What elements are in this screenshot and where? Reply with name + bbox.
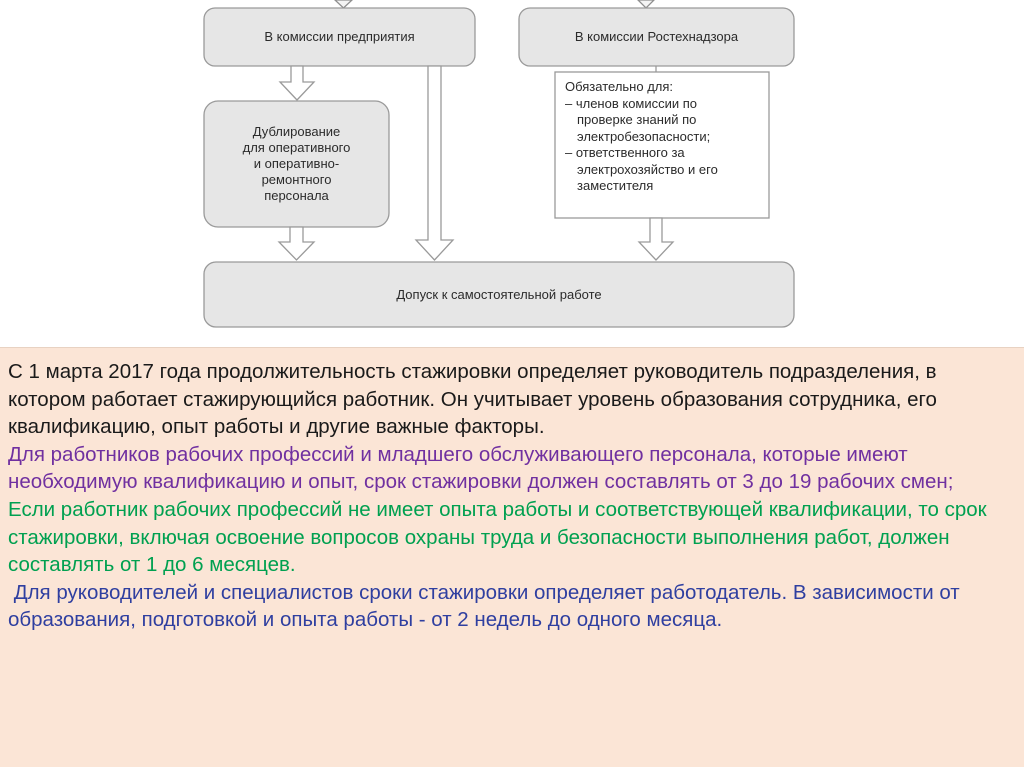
arrow-enterprise-to-duplication: [280, 66, 314, 100]
note-line: электрохозяйство и его: [577, 161, 718, 177]
duplication-line: Дублирование: [252, 124, 341, 139]
label-mandatory-note: [565, 79, 765, 195]
paragraph-workers-experienced: Для работников рабочих профессий и младшего обслуживающего персонала, которые имеют необходимую квалификацию и опыт, срок стажировки должен составлять от 3 до 19 рабочих смен;: [8, 442, 954, 494]
note-line: электробезопасности;: [577, 128, 711, 144]
label-rostech-commission: В комиссии Ростехнадзора: [574, 29, 739, 44]
note-line: – членов комиссии по: [565, 95, 698, 111]
arrow-enterprise-to-admission: [416, 66, 453, 260]
label-enterprise-commission: В комиссии предприятия: [264, 29, 415, 44]
top-connector-left: [335, 0, 352, 8]
note-line: заместителя: [577, 178, 654, 193]
duplication-line: для оперативного: [242, 140, 351, 155]
text-panel: [0, 347, 1024, 767]
arrow-note-to-admission: [639, 218, 673, 260]
label-admission: Допуск к самостоятельной работе: [396, 287, 602, 302]
duplication-line: ремонтного: [261, 172, 332, 187]
label-duplication: [204, 124, 389, 204]
paragraph-managers: Для руководителей и специалистов сроки стажировки определяет работодатель. В зависимости от образования, подготовкой и опыта работы - от 2 недель до одного месяца.: [8, 580, 972, 632]
paragraph-intro: С 1 марта 2017 года продолжительность стажировки определяет руководитель подразделения, в котором работает стажирующийся работник. Он учитывает уровень образования сотрудника, его квалификацию, опыт работы и другие важные факторы.: [8, 360, 937, 439]
top-connector-right: [638, 0, 654, 8]
duplication-line: и оперативно-: [253, 156, 340, 171]
note-line: – ответственного за: [565, 145, 685, 160]
paragraph-workers-inexperienced: Если работник рабочих профессий не имеет опыта работы и соответствующей квалификации, то срок стажировки, включая освоение вопросов охраны труда и безопасности выполнения работ, должен составлять от 1 до 6 месяцев.: [8, 497, 987, 577]
note-line: проверке знаний по: [577, 112, 697, 127]
duplication-line: персонала: [264, 188, 329, 203]
note-line: Обязательно для:: [565, 79, 674, 94]
arrow-duplication-to-admission: [279, 227, 314, 260]
